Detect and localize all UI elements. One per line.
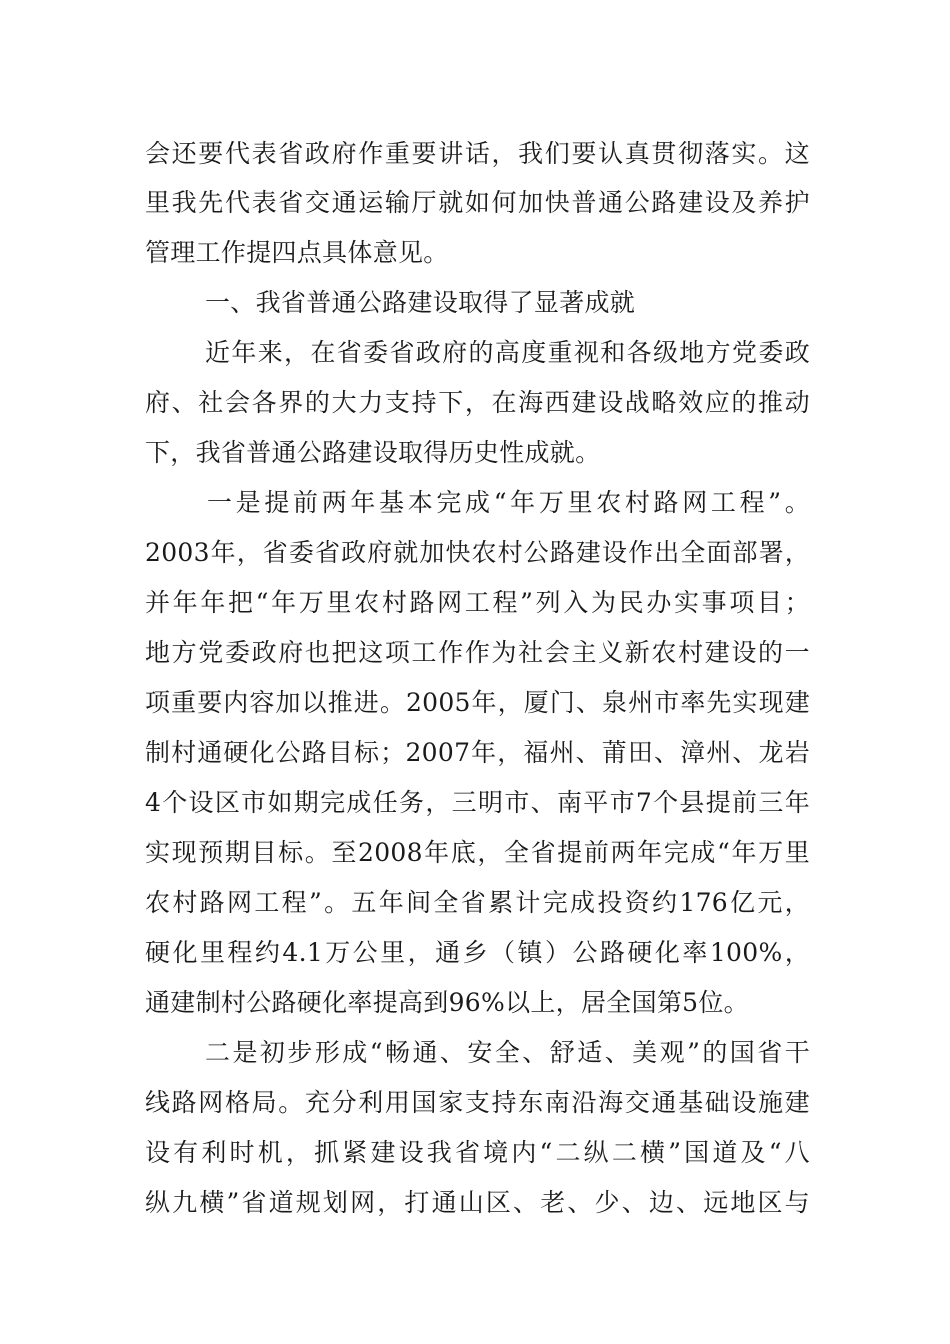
paragraph-line: 实现预期目标。至2008年底，全省提前两年完成“年万里 bbox=[145, 838, 810, 867]
paragraph-line: 4个设区市如期完成任务，三明市、南平市7个县提前三年 bbox=[145, 788, 810, 817]
paragraph-line: 下，我省普通公路建设取得历史性成就。 bbox=[145, 438, 601, 467]
paragraph-line: 会还要代表省政府作重要讲话，我们要认真贯彻落实。这 bbox=[145, 139, 810, 168]
paragraph-line: 管理工作提四点具体意见。 bbox=[145, 238, 449, 267]
paragraph-line: 通建制村公路硬化率提高到96%以上，居全国第5位。 bbox=[145, 988, 749, 1017]
paragraph-line: 一是提前两年基本完成“年万里农村路网工程”。 bbox=[207, 488, 810, 517]
paragraph-line: 线路网格局。充分利用国家支持东南沿海交通基础设施建 bbox=[145, 1088, 810, 1117]
paragraph-line: 项重要内容加以推进。2005年，厦门、泉州市率先实现建 bbox=[145, 688, 810, 717]
paragraph-line: 里我先代表省交通运输厅就如何加快普通公路建设及养护 bbox=[145, 188, 810, 217]
paragraph-line: 近年来，在省委省政府的高度重视和各级地方党委政 bbox=[205, 338, 810, 367]
paragraph-line: 地方党委政府也把这项工作作为社会主义新农村建设的一 bbox=[145, 638, 810, 667]
paragraph-line: 硬化里程约4.1万公里，通乡（镇）公路硬化率100%， bbox=[145, 938, 810, 967]
paragraph-line: 并年年把“年万里农村路网工程”列入为民办实事项目； bbox=[145, 588, 810, 617]
paragraph-line: 2003年，省委省政府就加快农村公路建设作出全面部署， bbox=[145, 538, 810, 567]
paragraph-line: 纵九横”省道规划网，打通山区、老、少、边、远地区与 bbox=[145, 1188, 810, 1217]
paragraph-line: 二是初步形成“畅通、安全、舒适、美观”的国省干 bbox=[205, 1038, 810, 1067]
paragraph-line: 府、社会各界的大力支持下，在海西建设战略效应的推动 bbox=[145, 388, 810, 417]
paragraph-line: 设有利时机，抓紧建设我省境内“二纵二横”国道及“八 bbox=[145, 1138, 810, 1167]
section-heading: 一、我省普通公路建设取得了显著成就 bbox=[205, 288, 636, 317]
paragraph-line: 制村通硬化公路目标；2007年，福州、莆田、漳州、龙岩 bbox=[145, 738, 810, 767]
paragraph-line: 农村路网工程”。五年间全省累计完成投资约176亿元， bbox=[145, 888, 810, 917]
